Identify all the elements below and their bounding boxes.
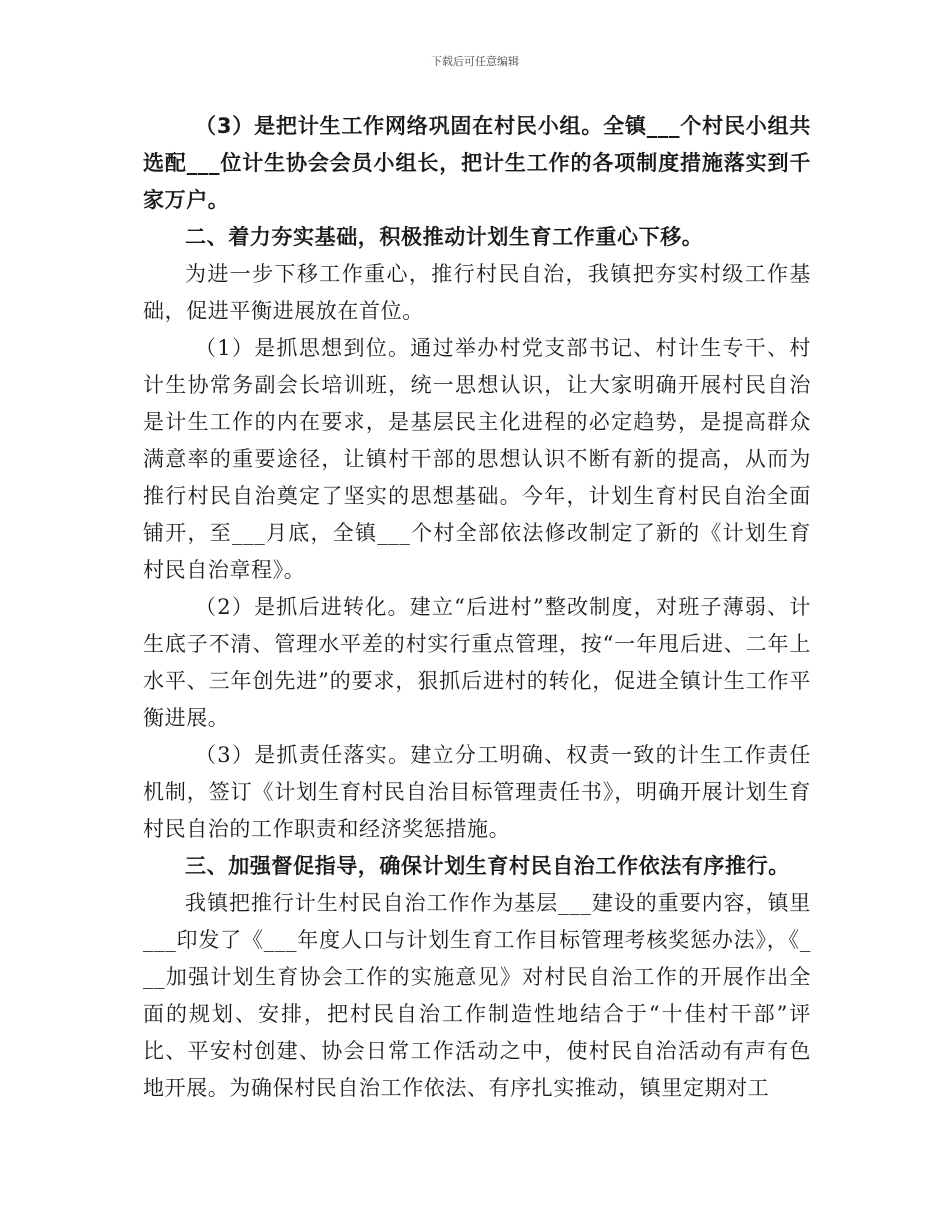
paragraph-intro-section-2: 为进一步下移工作重心，推行村民自治，我镇把夯实村级工作基础，促进平衡进展放在首位。 bbox=[143, 262, 811, 323]
paragraph-item-2-backward: （2）是抓后进转化。建立“后进村”整改制度，对班子薄弱、计生底子不清、管理水平差的村实行重点管理，按“一年甩后进、二年上水平、三年创先进”的要求，狠抓后进村的转化，促进全镇计生工作平衡进展。 bbox=[143, 595, 811, 730]
document-body bbox=[143, 108, 811, 1107]
page-header-note: 下载后可任意编辑 bbox=[431, 55, 519, 68]
paragraph-item-1-thinking: （1）是抓思想到位。通过举办村党支部书记、村计生专干、村计生协常务副会长培训班，统一思想认识，让大家明确开展村民自治是计生工作的内在要求，是基层民主化进程的必定趋势，是提高群众满意率的重要途径，让镇村干部的思想认识不断有新的提高，从而为推行村民自治奠定了坚实的思想基础。今年，计划生育村民自治全面铺开，至___月底，全镇___个村全部依法修改制定了新的《计划生育村民自治章程》。 bbox=[143, 336, 811, 582]
paragraph-section-3-body: 我镇把推行计生村民自治工作作为基层___建设的重要内容，镇里___印发了《___年度人口与计划生育工作目标管理考核奖惩办法》，《___加强计划生育协会工作的实施意见》对村民自治工作的开展作出全面的规划、安排，把村民自治工作制造性地结合于“十佳村干部”评比、平安村创建、协会日常工作活动之中，使村民自治活动有声有色地开展。为确保村民自治工作依法、有序扎实推动，镇里定期对工 bbox=[143, 891, 811, 1100]
section-heading-2: 二、着力夯实基础，积极推动计划生育工作重心下移。 bbox=[185, 225, 704, 249]
paragraph-item-3-network: （3）是把计生工作网络巩固在村民小组。全镇___个村民小组共选配___位计生协会会员小组长，把计生工作的各项制度措施落实到千家万户。 bbox=[143, 114, 811, 212]
section-heading-3: 三、加强督促指导，确保计划生育村民自治工作依法有序推行。 bbox=[185, 854, 790, 878]
paragraph-item-3-responsibility: （3）是抓责任落实。建立分工明确、权责一致的计生工作责任机制，签订《计划生育村民自治目标管理责任书》，明确开展计划生育村民自治的工作职责和经济奖惩措施。 bbox=[143, 743, 811, 841]
